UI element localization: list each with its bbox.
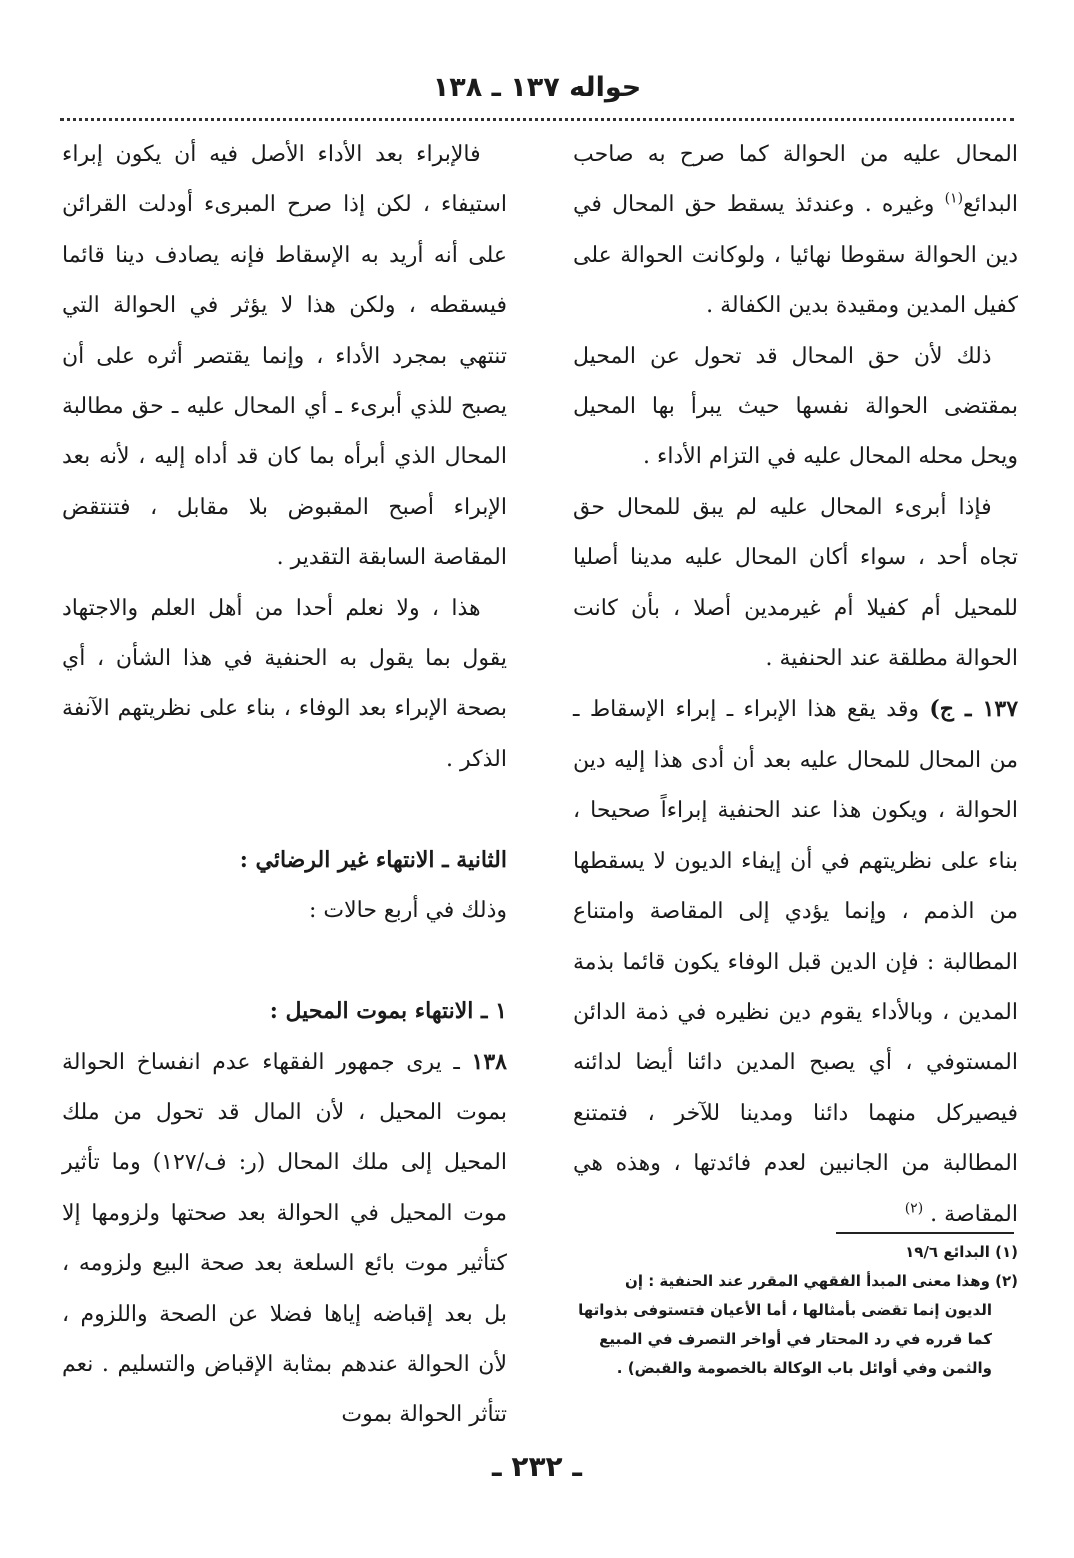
paragraph: فإذا أبرىء المحال عليه لم يبق للمحال حق تجاه أحد ، سواء أكان المحال عليه مدينا أصليا للمحيل أم كفيلا أم غيرمدين أصلا ، بأن كانت الحوالة مطلقة عند الحنفية . [573,494,1018,672]
subsection-heading: ١ ـ الانتهاء بموت المحيل : [269,998,507,1025]
footnote-ref-2[interactable]: (٢) [904,1200,924,1217]
footnote-divider [836,1232,1014,1234]
page-number: ـ ٢٣٢ ـ [492,1450,582,1483]
footnote-1: (١) البدائع ١٩/٦ [905,1243,1018,1261]
paragraph: ذلك لأن حق المحال قد تحول عن المحيل بمقتضى الحوالة نفسها حيث يبرأ بها المحيل ويحل محله المحال عليه في التزام الأداء . [573,343,1018,470]
footnote-2: (٢) وهذا معنى المبدأ الفقهي المقرر عند الحنفية : إن الديون إنما تقضى بأمثالها ، أما الأعيان فتستوفى بذواتها كما قرره في رد المحتار في أواخر التصرف في المبيع والثمن وفي أوائل باب الوكالة بالخصومة والقبض) . [578,1272,1018,1377]
paragraph: وذلك في أربع حالات : [308,897,507,923]
footnote-ref-1[interactable]: (١) [944,191,964,208]
paragraph [62,1037,507,1441]
header-divider [60,118,1014,121]
section-heading: الثانية ـ الانتهاء غير الرضائي : [239,847,507,874]
paragraph-text: ـ يرى جمهور الفقهاء عدم انفساخ الحوالة بموت المحيل ، لأن المال قد تحول من ملك المحيل إلى ملك المحال (ر: ف/١٢٧) وما تأثير موت المحيل في الحوالة بعد صحتها ولزومها إلا كتأثير موت بائع السلعة بعد صحة البيع ولزومه ، بل بعد إقباضه إياها فضلا عن الصحة واللزوم ، لأن الحوالة عندهم بمثابة الإقباض والتسليم . نعم تتأثر الحوالة بموت [62,1049,507,1428]
paragraph [573,130,1018,332]
paragraph: هذا ، ولا نعلم أحدا من أهل العلم والاجتهاد يقول بما يقول به الحنفية في هذا الشأن ، أي بصحة الإبراء بعد الوفاء ، بناء على نظريتهم الآنفة الذكر . [62,595,507,772]
paragraph-text: المحال عليه من الحوالة كما صرح به صاحب البدائع [573,142,1018,218]
footnotes [573,1238,1018,1383]
section-number: ١٣٨ [471,1048,507,1075]
running-header: حواله ١٣٧ ـ ١٣٨ [432,72,642,103]
left-column [62,130,507,1441]
spacer [62,785,507,835]
paragraph: فالإبراء بعد الأداء الأصل فيه أن يكون إبراء استيفاء ، لكن إذا صرح المبرىء أودلت القرائن على أنه أريد به الإسقاط فإنه يصادف دينا قائما فيسقطه ، ولكن هذا لا يؤثر في الحوالة التي تنتهي بمجرد الأداء ، وإنما يقتصر أثره على أن يصبح للذي أبرىء ـ أي المحال عليه ـ حق مطالبة المحال الذي أبرأه بما كان قد أداه إليه ، لأنه بعد الإبراء أصبح المقبوض بلا مقابل ، فتنتقض المقاصة السابقة التقدير . [62,142,507,571]
paragraph-text: وقد يقع هذا الإبراء ـ إبراء الإسقاط ـ من المحال للمحال عليه بعد أن أدى هذا إليه دين الحوالة ، ويكون هذا عند الحنفية إبراءاً صحيحا ، بناء على نظريتهم في أن إيفاء الديون لا يسقطها من الذمم ، وإنما يؤدي إلى المقاصة وامتناع المطالبة : فإن الدين قبل الوفاء يكون قائما بذمة المدين ، وبالأداء يقوم دين نظيره في ذمة الدائن المستوفي ، أي يصبح المدين دائنا أيضا لدائنه فيصيركل منهما دائنا ومدينا للآخر ، فتمتنع المطالبة من الجانبين لعدم فائدتها ، وهذه هي المقاصة . [573,697,1018,1227]
right-column [573,130,1018,1240]
spacer [62,936,507,986]
paragraph-text: وغيره . وعندئذ يسقط حق المحال في دين الحوالة سقوطا نهائيا ، ولوكانت الحوالة على كفيل المدين ومقيدة بدين الكفالة . [573,192,1018,319]
paragraph [573,684,1018,1239]
section-number: ١٣٧ ـ ج) [929,696,1019,723]
